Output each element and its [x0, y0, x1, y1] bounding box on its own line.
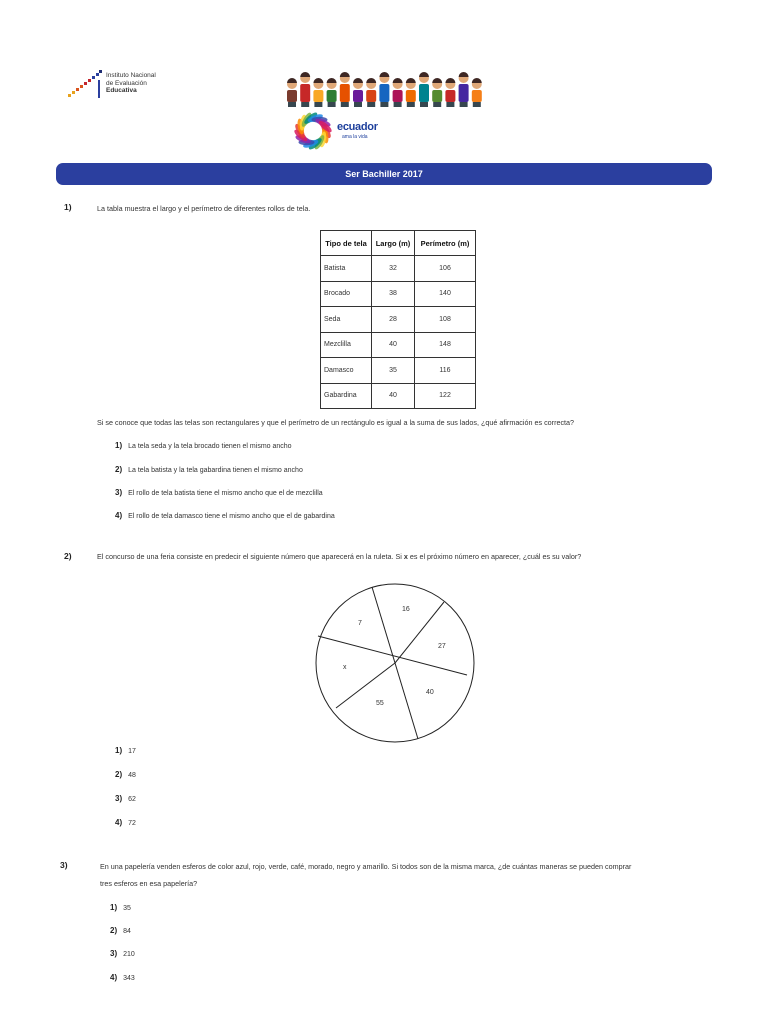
child-figure — [353, 78, 363, 107]
option-number: 4) — [110, 973, 118, 982]
table-header: Tipo de tela — [321, 231, 372, 256]
q2-option-2[interactable] — [115, 770, 136, 779]
ineval-line1: Instituto Nacional — [106, 72, 156, 79]
q2-option-3[interactable] — [115, 794, 136, 803]
child-figure — [432, 78, 442, 107]
wheel-number: 55 — [376, 700, 384, 707]
q3-option-4[interactable] — [110, 973, 135, 982]
child-figure — [379, 72, 389, 107]
child-figure — [445, 78, 455, 107]
table-cell: Brocado — [321, 281, 372, 307]
table-cell: Gabardina — [321, 383, 372, 409]
child-figure — [287, 78, 297, 107]
option-number: 1) — [115, 746, 123, 755]
q2-text-before: El concurso de una feria consiste en predecir el siguiente número que aparecerá en la ruleta. Si — [97, 552, 404, 561]
question-3-text-line2: tres esferos en esa papelería? — [100, 879, 198, 888]
table-row — [321, 332, 476, 358]
question-1-text: La tabla muestra el largo y el perímetro de diferentes rollos de tela. — [97, 204, 311, 213]
option-number: 3) — [110, 949, 118, 958]
question-3-number: 3) — [60, 860, 68, 870]
option-number: 4) — [115, 511, 123, 520]
question-2-text — [97, 552, 581, 561]
table-cell: 28 — [372, 307, 415, 333]
table-header: Largo (m) — [372, 231, 415, 256]
table-cell: 106 — [415, 256, 476, 282]
q1-option-3[interactable] — [115, 488, 323, 497]
question-1-prompt: Si se conoce que todas las telas son rectangulares y que el perímetro de un rectángulo es igual a la suma de sus lados, ¿qué afirmación es correcta? — [97, 418, 575, 427]
table-cell: 32 — [372, 256, 415, 282]
table-cell: 40 — [372, 332, 415, 358]
table-cell: Mezclilla — [321, 332, 372, 358]
ineval-name — [106, 72, 156, 95]
ecuador-logo — [290, 108, 390, 154]
question-3-text-line1: En una papelería venden esferos de color azul, rojo, verde, café, morado, negro y amarillo. Si todos son de la misma marca, ¿de cuántas maneras se pueden comprar — [100, 862, 632, 871]
wheel-divider — [318, 636, 467, 675]
option-text: 343 — [123, 975, 135, 982]
table-cell: 148 — [415, 332, 476, 358]
q2-option-1[interactable] — [115, 746, 136, 755]
ecuador-brand: ecuador — [337, 121, 378, 133]
table-row — [321, 281, 476, 307]
wheel-number: 27 — [438, 643, 446, 650]
table-cell: Damasco — [321, 358, 372, 384]
child-figure — [459, 72, 469, 107]
option-text: La tela batista y la tela gabardina tienen el mismo ancho — [128, 467, 303, 474]
child-figure — [300, 72, 310, 107]
table-cell: 122 — [415, 383, 476, 409]
option-text: 17 — [128, 748, 136, 755]
q3-option-1[interactable] — [110, 903, 131, 912]
table-cell: 108 — [415, 307, 476, 333]
child-figure — [340, 72, 350, 107]
option-number: 3) — [115, 794, 123, 803]
roulette-wheel — [314, 582, 476, 744]
child-figure — [393, 78, 403, 107]
q3-option-3[interactable] — [110, 949, 135, 958]
table-header-row — [321, 231, 476, 256]
option-number: 2) — [115, 770, 123, 779]
child-figure — [472, 78, 482, 107]
children-illustration — [286, 66, 490, 108]
q2-variable: x — [403, 552, 408, 561]
option-number: 4) — [115, 818, 123, 827]
child-figure — [327, 78, 337, 107]
option-text: 84 — [123, 928, 131, 935]
table-row — [321, 307, 476, 333]
option-number: 1) — [115, 441, 123, 450]
question-2-number: 2) — [64, 551, 72, 561]
table-cell: 38 — [372, 281, 415, 307]
option-text: 35 — [123, 905, 131, 912]
ineval-mark-icon — [66, 68, 104, 102]
wheel-number: 16 — [402, 606, 410, 613]
table-header: Perímetro (m) — [415, 231, 476, 256]
table-row — [321, 358, 476, 384]
ineval-logo — [66, 68, 206, 102]
option-text: 72 — [128, 820, 136, 827]
ecuador-sun-icon — [290, 108, 336, 154]
wheel-number: 7 — [358, 620, 362, 627]
exam-title-banner — [56, 163, 712, 185]
option-number: 1) — [110, 903, 118, 912]
child-figure — [313, 78, 323, 107]
option-text: El rollo de tela damasco tiene el mismo ancho que el de gabardina — [128, 513, 335, 520]
ineval-line2: de Evaluación — [106, 79, 147, 87]
ecuador-tagline: ama la vida — [342, 134, 368, 140]
table-cell: Seda — [321, 307, 372, 333]
q2-option-4[interactable] — [115, 818, 136, 827]
table-row — [321, 383, 476, 409]
child-figure — [366, 78, 376, 107]
table-cell: Batista — [321, 256, 372, 282]
wheel-unknown: x — [343, 664, 347, 671]
exam-title: Ser Bachiller 2017 — [345, 169, 423, 179]
q1-option-1[interactable] — [115, 441, 292, 450]
table-cell: 35 — [372, 358, 415, 384]
q1-option-2[interactable] — [115, 465, 303, 474]
sun-center — [307, 125, 319, 137]
q3-option-2[interactable] — [110, 926, 131, 935]
option-number: 2) — [110, 926, 118, 935]
option-number: 2) — [115, 465, 123, 474]
option-number: 3) — [115, 488, 123, 497]
option-text: El rollo de tela batista tiene el mismo ancho que el de mezclilla — [128, 490, 323, 497]
option-text: 210 — [123, 951, 135, 958]
table-cell: 40 — [372, 383, 415, 409]
child-figure — [406, 78, 416, 107]
option-text: La tela seda y la tela brocado tienen el mismo ancho — [128, 443, 292, 450]
table-row — [321, 256, 476, 282]
table-cell: 140 — [415, 281, 476, 307]
option-text: 48 — [128, 772, 136, 779]
question-1-number: 1) — [64, 202, 72, 212]
wheel-number: 40 — [426, 689, 434, 696]
table-cell: 116 — [415, 358, 476, 384]
fabric-table — [320, 230, 476, 409]
ineval-line3: Educativa — [106, 87, 137, 94]
option-text: 62 — [128, 796, 136, 803]
q2-text-after: es el próximo número en aparecer, ¿cuál es su valor? — [407, 552, 582, 561]
child-figure — [419, 72, 429, 107]
q1-option-4[interactable] — [115, 511, 335, 520]
